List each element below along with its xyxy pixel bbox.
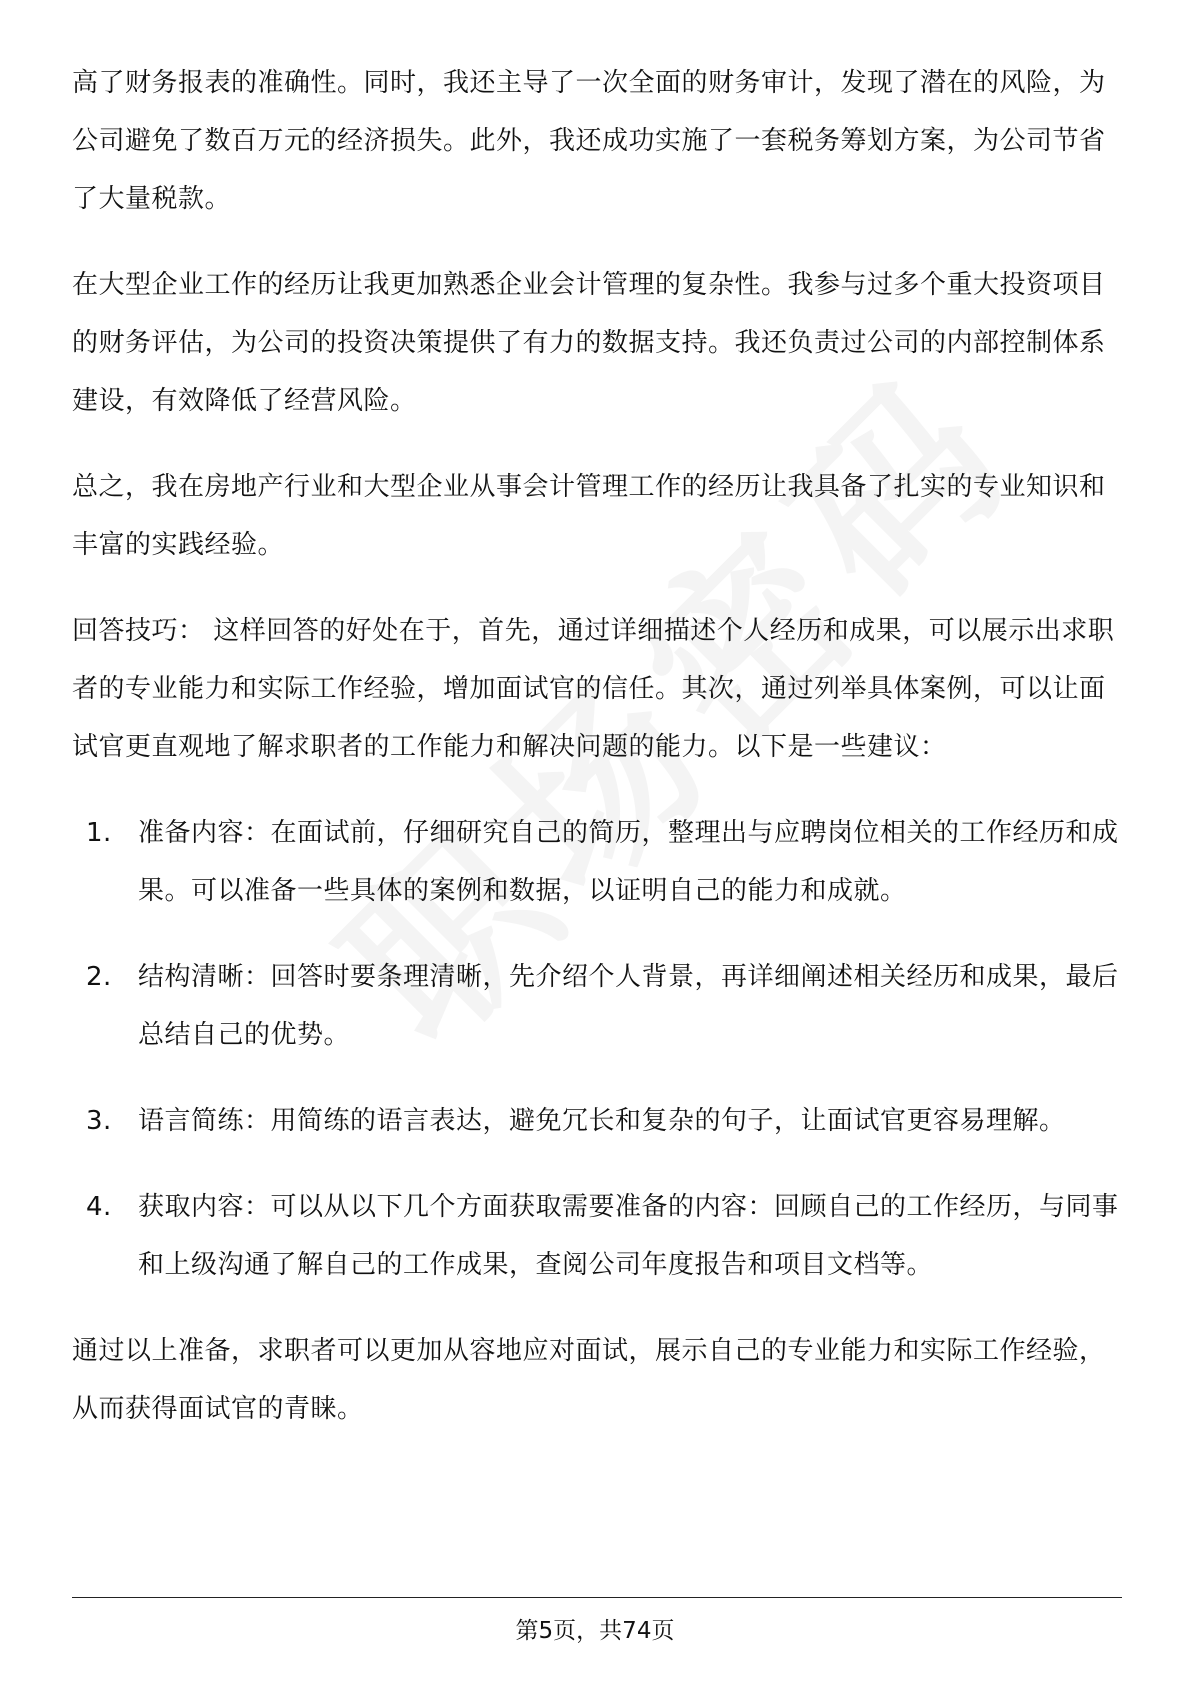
list-number: 4. (86, 1192, 112, 1222)
list-text: 语言简练：用简练的语言表达，避免冗长和复杂的句子，让面试官更容易理解。 (138, 1106, 1066, 1136)
list-text: 获取内容：可以从以下几个方面获取需要准备的内容：回顾自己的工作经历，与同事和上级沟通了解自己的工作成果，查阅公司年度报告和项目文档等。 (138, 1192, 1119, 1280)
paragraph-achievements: 高了财务报表的准确性。同时，我还主导了一次全面的财务审计，发现了潜在的风险，为公司避免了数百万元的经济损失。此外，我还成功实施了一套税务筹划方案，为公司节省了大量税款。 (72, 68, 1106, 214)
list-text: 结构清晰：回答时要条理清晰，先介绍个人背景，再详细阐述相关经历和成果，最后总结自己的优势。 (138, 962, 1119, 1050)
list-item (72, 948, 1122, 1064)
footer-divider (72, 1597, 1122, 1598)
paragraph-enterprise-experience: 在大型企业工作的经历让我更加熟悉企业会计管理的复杂性。我参与过多个重大投资项目的财务评估，为公司的投资决策提供了有力的数据支持。我还负责过公司的内部控制体系建设，有效降低了经营风险。 (72, 270, 1106, 416)
list-text: 准备内容：在面试前，仔细研究自己的简历，整理出与应聘岗位相关的工作经历和成果。可以准备一些具体的案例和数据，以证明自己的能力和成就。 (138, 818, 1119, 906)
suggestion-list (72, 804, 1122, 1294)
list-item (72, 804, 1122, 920)
page-number: 第5页，共74页 (515, 1618, 675, 1644)
list-number: 2. (86, 962, 112, 992)
paragraph-conclusion: 通过以上准备，求职者可以更加从容地应对面试，展示自己的专业能力和实际工作经验，从而获得面试官的青睐。 (72, 1336, 1106, 1424)
list-number: 1. (86, 818, 112, 848)
list-item (72, 1178, 1122, 1294)
list-item (72, 1092, 1122, 1150)
list-number: 3. (86, 1106, 112, 1136)
paragraph-answer-tips: 回答技巧： 这样回答的好处在于，首先，通过详细描述个人经历和成果，可以展示出求职者的专业能力和实际工作经验，增加面试官的信任。其次，通过列举具体案例，可以让面试官更直观地了解求职者的工作能力和解决问题的能力。以下是一些建议： (72, 616, 1115, 762)
document-body (72, 54, 1122, 1466)
paragraph-summary: 总之，我在房地产行业和大型企业从事会计管理工作的经历让我具备了扎实的专业知识和丰富的实践经验。 (72, 472, 1106, 560)
